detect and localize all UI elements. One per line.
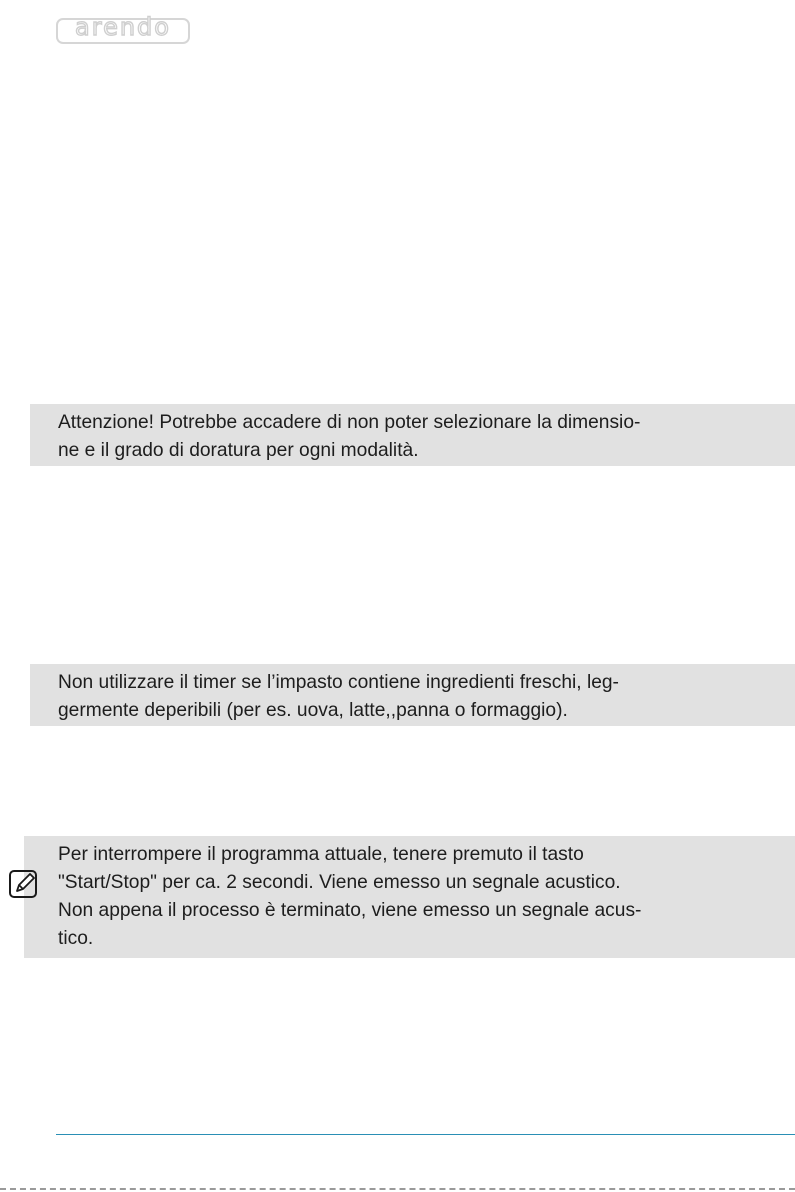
footer-rule: [56, 1134, 795, 1135]
note-line: germente deperibili (per es. uova, latte,,panna o formaggio).: [58, 700, 568, 721]
note-pen-icon: [7, 867, 41, 901]
note-box-start-stop: [24, 836, 795, 958]
arendo-logo: [56, 13, 190, 44]
page-edge-dashes: [0, 1188, 795, 1190]
note-box-attention: [30, 404, 795, 466]
note-line: Attenzione! Potrebbe accadere di non poter selezionare la dimensio-: [58, 412, 641, 433]
note-line: tico.: [58, 928, 94, 949]
note-line: Non appena il processo è terminato, viene emesso un segnale acus-: [58, 900, 642, 921]
note-line: "Start/Stop" per ca. 2 secondi. Viene emesso un segnale acustico.: [58, 872, 621, 893]
logo-text: arendo: [75, 13, 171, 41]
note-line: Non utilizzare il timer se l’impasto contiene ingredienti freschi, leg-: [58, 672, 619, 693]
note-line: Per interrompere il programma attuale, tenere premuto il tasto: [58, 844, 584, 865]
note-box-timer: [30, 664, 795, 726]
note-line: ne e il grado di doratura per ogni modalità.: [58, 440, 419, 461]
